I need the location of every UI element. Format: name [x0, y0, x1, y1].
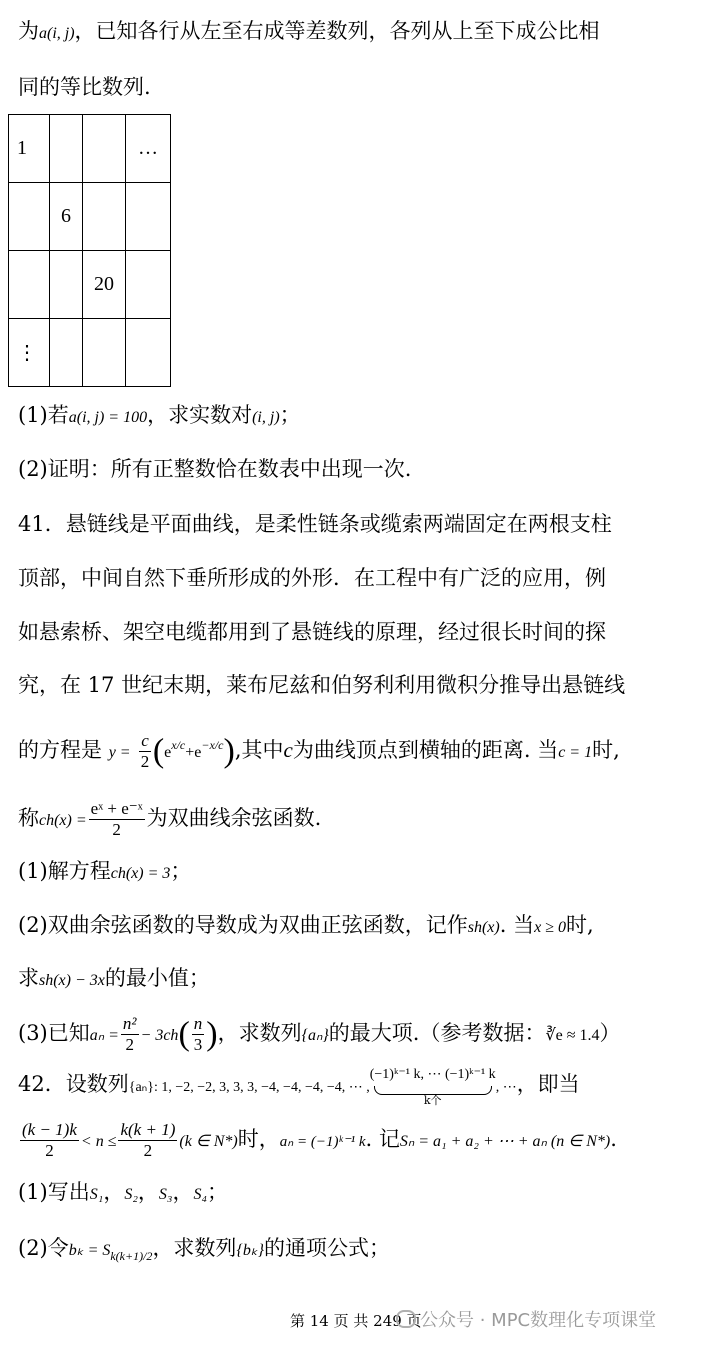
q41-line-3: 如悬索桥、架空电缆都用到了悬链线的原理，经过很长时间的探: [18, 620, 606, 644]
q42-line-1: 42．设数列{aₙ}: 1, −2, −2, 3, 3, 3, −4, −4, −4, −4, ⋯ , (−1)ᵏ⁻¹ k, ⋯ (−1)ᵏ⁻¹ k k个 , ⋯，即当: [18, 1064, 694, 1108]
q41-part-1: (1)解方程ch(x) = 3；: [18, 859, 192, 883]
table-row: [9, 183, 171, 251]
table-cell: [83, 183, 126, 251]
table-cell: [126, 251, 171, 319]
table-cell: 20: [83, 251, 126, 319]
intro-line-1: 为a(i, j)，已知各行从左至右成等差数列，各列从上至下成公比相: [18, 19, 600, 43]
table-row: [9, 115, 171, 183]
q41-part-3: (3)已知aₙ = $\frac{\text{n²}}{2}$ − 3ch( $\frac{n}{3}$ )，求数列{aₙ}的最大项.（参考数据：∛e ≈ 1.4）: [18, 1014, 621, 1054]
q41-part-2-cont: 求sh(x) − 3x的最小值；: [18, 966, 210, 990]
q42-part-2: (2)令$b_k = S_{k(k+1)/2}$，求数列{bₖ}的通项公式；: [18, 1236, 391, 1264]
q41-cosh-definition: 称ch(x) = $\frac{\text{eˣ + e⁻ˣ}}{2}$ 为双曲线余弦函数.: [18, 799, 322, 839]
table-cell: ⋮: [9, 319, 50, 387]
q42-line-2: $\frac{(k - 1)k}{2}$ < n ≤ $\frac{k(k + 1)}{2}$ (k ∈ N*)时，aₙ = (−1)ᵏ⁻¹ k. 记Sₙ = a₁ + a₂ + ⋯ + aₙ (n ∈ N*).: [22, 1120, 617, 1160]
q41-part-2: (2)双曲余弦函数的导数成为双曲正弦函数，记作sh(x). 当x ≥ 0时,: [18, 913, 594, 937]
table-row: [9, 319, 171, 387]
q41-catenary-equation: 的方程是 y = $\frac{c}{2}$ $(e^{x/c}+e^{-x/c})$,其中c为曲线顶点到横轴的距离. 当c = 1时,: [18, 731, 620, 771]
table-cell: [83, 115, 126, 183]
page-number: 第 14 页 共 249 页: [290, 1312, 422, 1330]
q41-line-4: 究，在 17 世纪末期，莱布尼兹和伯努利利用微积分推导出悬链线: [18, 673, 626, 697]
table-cell: [50, 319, 83, 387]
watermark: 公众号 · MPC数理化专项课堂: [396, 1306, 656, 1332]
table-row: [9, 251, 171, 319]
q40-part-2: (2)证明：所有正整数恰在数表中出现一次.: [18, 457, 412, 481]
q40-part-1: (1)若a(i, j) = 100，求实数对(i, j)；: [18, 403, 301, 427]
table-cell: [9, 183, 50, 251]
wechat-icon: [396, 1310, 416, 1328]
q41-line-2: 顶部，中间自然下垂所形成的外形．在工程中有广泛的应用，例: [18, 566, 606, 590]
table-cell: [83, 319, 126, 387]
table-cell: [126, 319, 171, 387]
number-table: [8, 114, 171, 387]
sequence-brace: (−1)ᵏ⁻¹ k, ⋯ (−1)ᵏ⁻¹ k k个: [369, 1067, 496, 1107]
table-cell: [9, 251, 50, 319]
q42-part-1: (1)写出S₁，S₂，S₃，S₄；: [18, 1180, 228, 1204]
table-cell: 6: [50, 183, 83, 251]
intro-line-2: 同的等比数列.: [18, 75, 151, 99]
math-a-ij: a(i, j): [39, 25, 75, 42]
table-cell: [50, 251, 83, 319]
q41-line-1: 41．悬链线是平面曲线，是柔性链条或缆索两端固定在两根支柱: [18, 512, 612, 536]
table-cell: 1: [9, 115, 50, 183]
table-cell: …: [126, 115, 171, 183]
table-cell: [50, 115, 83, 183]
table-cell: [126, 183, 171, 251]
